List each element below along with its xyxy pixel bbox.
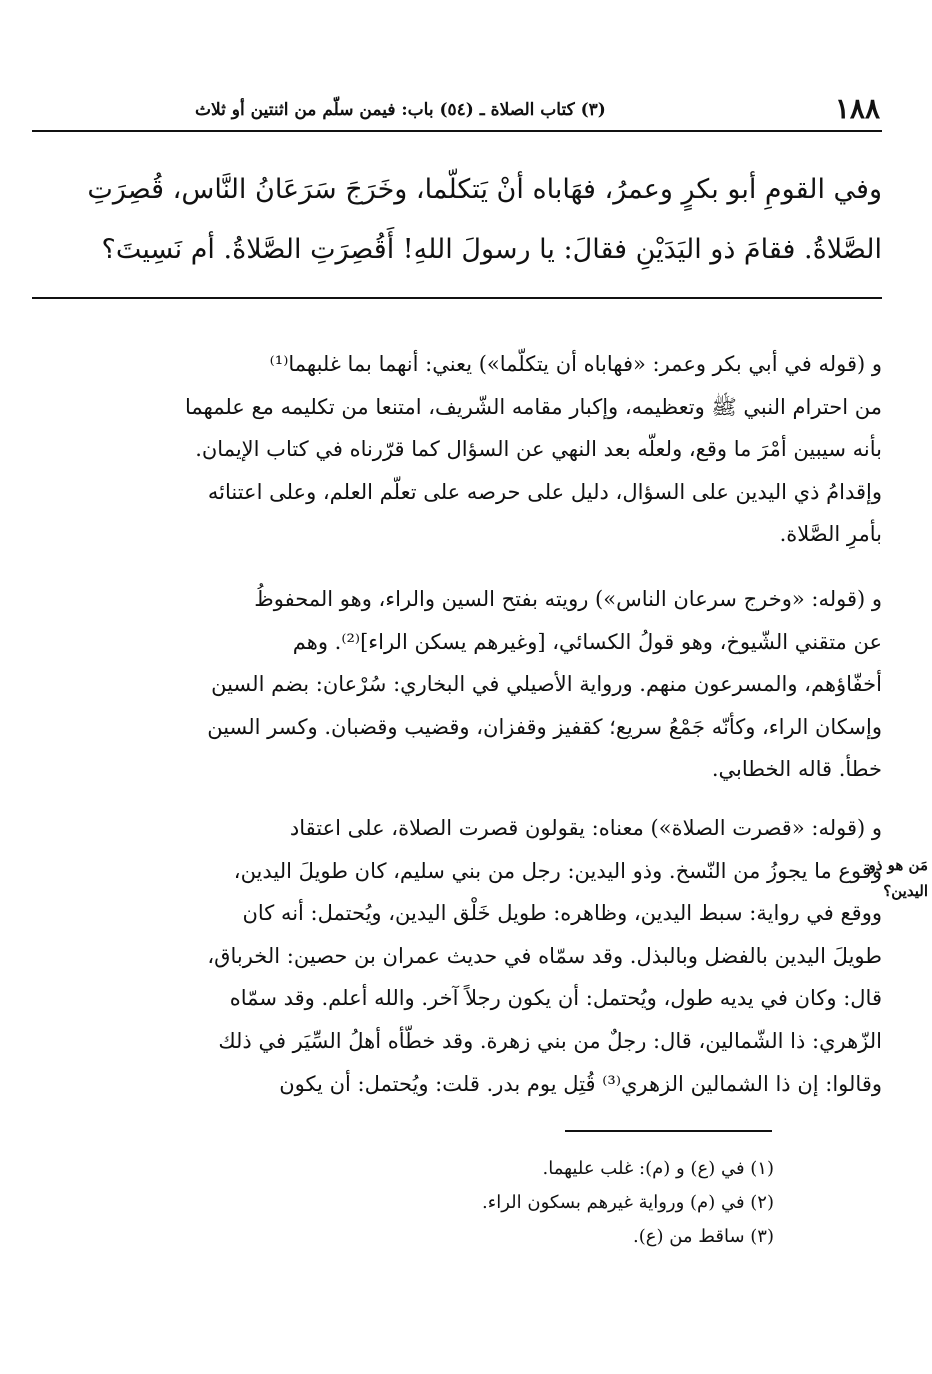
commentary-line: ووقع في رواية: سبط اليدين، وظاهره: طويل خَلْق اليدين، ويُحتمل: أنه كان	[242, 901, 882, 926]
commentary-line: طويلَ اليدين بالفضل وبالبذل. وقد سمّاه في حديث عمران بن حصين: الخرباق،	[207, 943, 882, 968]
hadith-line: الصَّلاةُ. فقامَ ذو اليَدَيْنِ فقالَ: يا رسولَ اللهِ! أَقُصِرَتِ الصَّلاةُ. أم نَسِيتَ؟	[101, 234, 882, 265]
commentary-line: وقوع ما يجوزُ من النّسخ. وذو اليدين: رجل من بني سليم، كان طويلَ اليدين،	[233, 858, 882, 883]
margin-note: مَن هو ذو اليدين؟	[868, 856, 928, 900]
commentary-line: وإسكان الراء، وكأنّه جَمْعُ سريع؛ كقفيز وقفزان، وقضيب وقضبان. وكسر السين	[207, 714, 882, 739]
commentary-line: وقالوا: إن ذا الشمالين الزهري⁽³⁾ قُتِل يوم بدر. قلت: ويُحتمل: أن يكون	[279, 1071, 882, 1096]
running-head: (٣) كتاب الصلاة ـ (٥٤) باب: فيمن سلّم من اثنتين أو ثلاث	[195, 100, 606, 120]
commentary-line: قال: وكان في يديه طول، ويُحتمل: أن يكون رجلاً آخر. والله أعلم. وقد سمّاه	[229, 986, 882, 1011]
footnote: (١) في (ع) و (م): غلب عليهما.	[542, 1158, 774, 1179]
commentary-line: خطأ. قاله الخطابي.	[711, 757, 882, 782]
page-number: ١٨٨	[834, 92, 880, 125]
commentary-line: بأنه سيبين أمْرَ ما وقع، ولعلّه بعد النهي عن السؤال كما قرّرناه في كتاب الإيمان.	[195, 437, 882, 462]
commentary-line: و (قوله في أبي بكر وعمر: «فهاباه أن يتكلّما») يعني: أنهما بما غلبهما⁽¹⁾	[269, 352, 882, 376]
text-divider	[32, 297, 882, 299]
commentary-line: و (قوله: «قصرت الصلاة») معناه: يقولون قصرت الصلاة، على اعتقاد	[289, 816, 882, 840]
commentary-section-1	[32, 343, 882, 556]
footnotes	[482, 1152, 774, 1254]
commentary-line: بأمرِ الصَّلاة.	[779, 522, 882, 547]
commentary-line: وإقدامُ ذي اليدين على السؤال، دليل على حرصه على تعلّم العلم، وعلى اعتنائه	[207, 479, 882, 504]
footnote-divider	[565, 1130, 772, 1132]
commentary-line: و (قوله: «وخرج سرعان الناس») رويته بفتح السين والراء، وهو المحفوظُ	[254, 587, 882, 611]
commentary-line: عن متقني الشّيوخ، وهو قولُ الكسائي، [وغيرهم يسكن الراء]⁽²⁾. وهم	[292, 629, 882, 654]
commentary-line: أخفّاؤهم، والمسرعون منهم. ورواية الأصيلي في البخاري: سُرْعان: بضم السين	[211, 672, 882, 697]
commentary-line: من احترام النبي ﷺ وتعظيمه، وإكبار مقامه الشّريف، امتنعا من تكليمه مع علمهما	[184, 394, 882, 419]
commentary-line: الزّهري: ذا الشّمالين، قال: رجلٌ من بني زهرة. وقد خطّأه أهلُ السِّيَر في ذلك	[218, 1028, 882, 1053]
footnote: (٣) ساقط من (ع).	[633, 1226, 774, 1247]
commentary-section-2	[32, 578, 882, 791]
hadith-line: وفي القومِ أبو بكرٍ وعمرُ، فهَاباه أنْ يَتكلّما، وخَرَجَ سَرَعَانُ النَّاس، قُصِرَتِ	[87, 174, 882, 205]
header-divider	[32, 130, 882, 132]
commentary-section-3	[32, 807, 882, 1105]
hadith-text	[32, 160, 882, 280]
footnote: (٢) في (م) ورواية غيرهم بسكون الراء.	[482, 1192, 774, 1213]
